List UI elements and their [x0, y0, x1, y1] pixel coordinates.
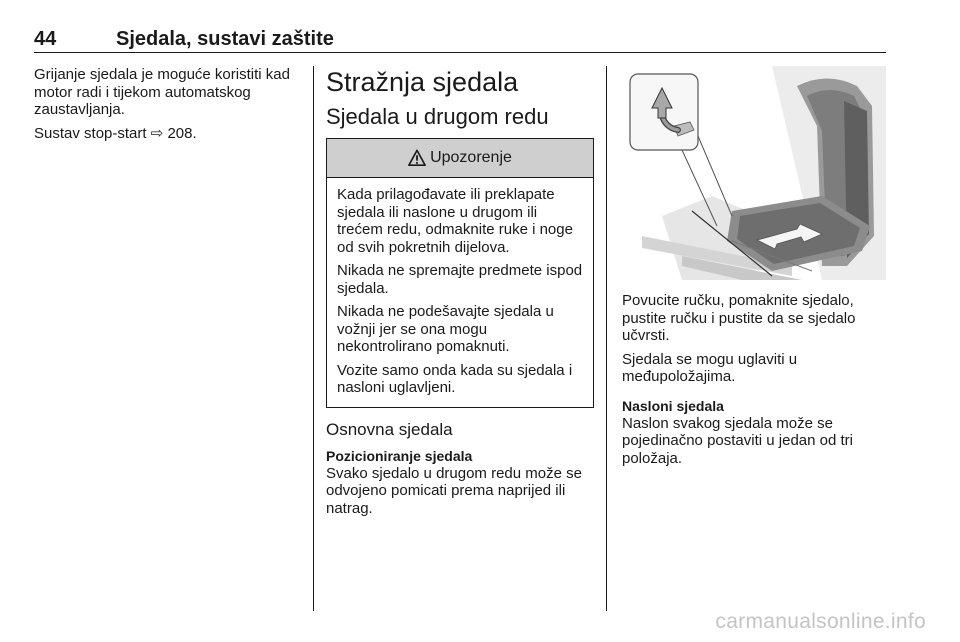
warning-title: Upozorenje	[430, 149, 512, 166]
stop-start-reference: Sustav stop-start ⇨ 208.	[34, 123, 197, 142]
heated-seats-paragraph: Grijanje sjedala je moguće koristiti kad motor radi i tijekom automatskog zaustavljanja.	[34, 66, 290, 118]
warning-body	[327, 178, 593, 407]
column-middle	[326, 66, 594, 523]
warning-header	[327, 139, 593, 178]
instruction-paragraph: Povucite ručku, pomaknite sjedalo, pustite ručku i pustite da se sjedalo učvrsti.	[622, 292, 856, 344]
column-right	[622, 292, 886, 473]
warning-paragraph: Nikada ne spremajte predmete ispod sjedala.	[337, 262, 583, 297]
seat-illustration	[622, 66, 886, 280]
warning-paragraph: Vozite samo onda kada su sjedala i nasloni uglavljeni.	[337, 361, 573, 396]
page-number: 44	[34, 28, 57, 50]
section-subtitle: Sjedala u drugom redu	[326, 104, 549, 129]
column-divider-1	[313, 66, 314, 611]
chapter-title: Sjedala, sustavi zaštite	[116, 28, 334, 50]
seat-adjustment-image	[622, 66, 886, 280]
column-divider-2	[606, 66, 607, 611]
warning-box	[326, 138, 594, 408]
page-header	[34, 28, 886, 53]
seatbacks-heading: Nasloni sjedala	[622, 397, 724, 414]
column-left	[34, 66, 302, 148]
warning-paragraph: Nikada ne podešavajte sjedala u vožnji jer se ona mogu nekontrolirano pomaknuti.	[337, 303, 554, 355]
warning-triangle-icon	[408, 149, 426, 167]
reference-arrow-icon: ⇨	[150, 123, 164, 142]
subsection-title: Osnovna sjedala	[326, 419, 453, 439]
positioning-text: Svako sjedalo u drugom redu može se odvojeno pomicati prema naprijed ili natrag.	[326, 464, 582, 517]
positioning-heading: Pozicioniranje sjedala	[326, 447, 473, 464]
intermediate-positions-paragraph: Sjedala se mogu uglaviti u međupoložajima.	[622, 350, 798, 385]
warning-paragraph: Kada prilagođavate ili preklapate sjedala ili naslone u drugom ili trećem redu, odmaknite ruke i noge od svih pokretnih dijelova.	[337, 186, 573, 256]
section-title: Stražnja sjedala	[326, 67, 519, 97]
page-reference-link[interactable]: 208.	[167, 124, 197, 142]
watermark: carmanualsonline.info	[715, 610, 926, 633]
seatbacks-text: Naslon svakog sjedala može se pojedinačno postaviti u jedan od tri položaja.	[622, 414, 853, 467]
